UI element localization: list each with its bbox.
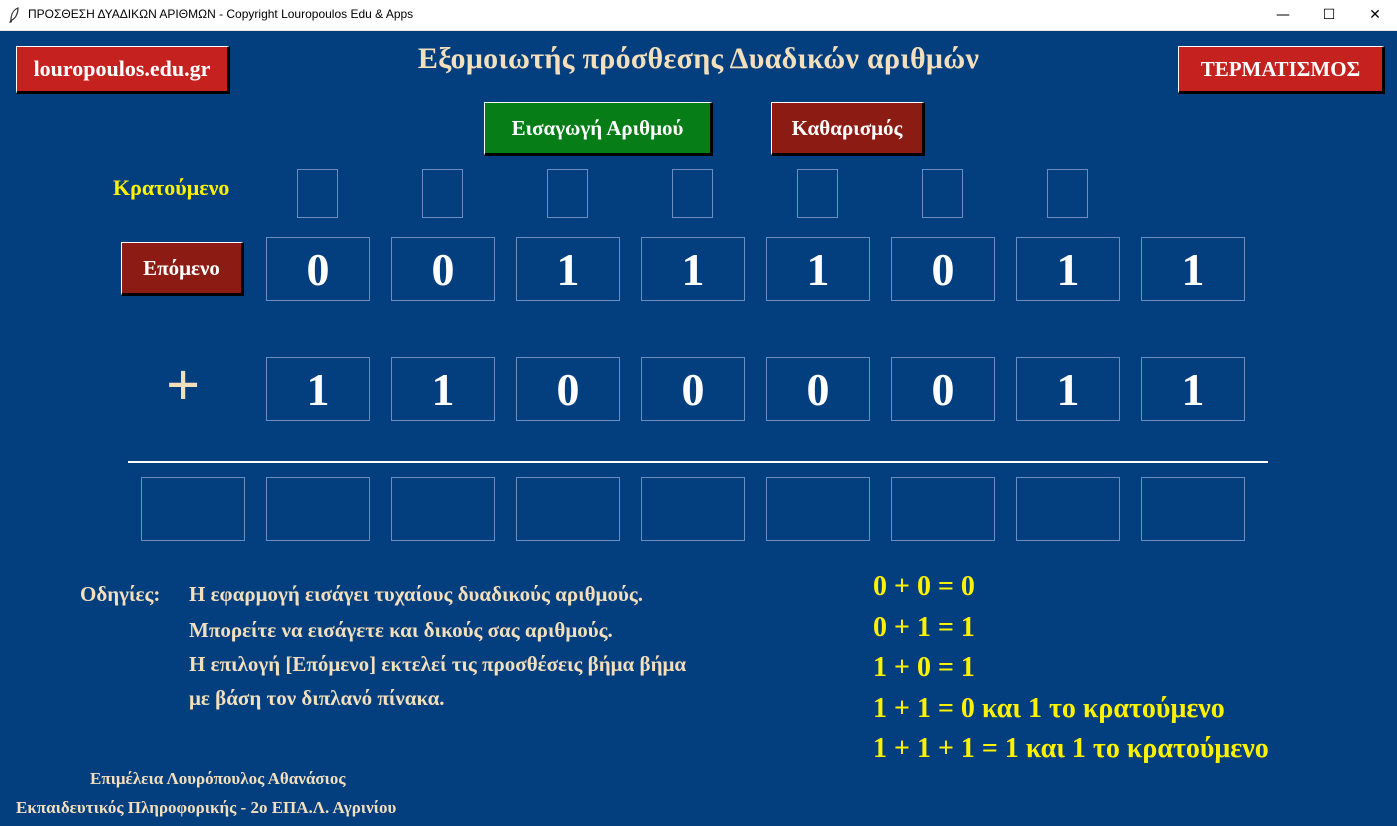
result-digit — [891, 477, 995, 541]
feather-icon — [8, 7, 20, 23]
first-number-digit[interactable]: 1 — [641, 237, 745, 301]
result-digit — [141, 477, 245, 541]
second-number-digit[interactable]: 1 — [1141, 357, 1245, 421]
instructions-label: Οδηγίες: — [80, 582, 161, 606]
second-number-digit[interactable]: 0 — [641, 357, 745, 421]
second-number-digit[interactable]: 0 — [766, 357, 870, 421]
addition-rule: 1 + 1 = 0 και 1 το κρατούμενο — [873, 693, 1225, 724]
website-link-button[interactable]: louropoulos.edu.gr — [16, 46, 230, 94]
plus-sign: + — [166, 352, 201, 418]
carry-box — [547, 169, 588, 218]
first-number-digit[interactable]: 0 — [891, 237, 995, 301]
insert-number-button[interactable]: Εισαγωγή Αριθμού — [484, 102, 713, 156]
addition-rule: 0 + 0 = 0 — [873, 571, 975, 602]
next-step-button[interactable]: Επόμενο — [121, 242, 244, 296]
close-button[interactable]: ✕ — [1369, 7, 1381, 23]
result-digit — [766, 477, 870, 541]
sum-divider-line — [128, 461, 1268, 463]
addition-rule: 1 + 0 = 1 — [873, 652, 975, 683]
carry-label: Κρατούμενο — [113, 175, 230, 200]
result-digit — [516, 477, 620, 541]
instructions-line: Η επιλογή [Επόμενο] εκτελεί τις προσθέσεις βήμα βήμα — [189, 652, 687, 676]
first-number-digit[interactable]: 0 — [391, 237, 495, 301]
first-number-digit[interactable]: 1 — [766, 237, 870, 301]
carry-box — [672, 169, 713, 218]
maximize-button[interactable]: ☐ — [1322, 7, 1336, 23]
second-number-digit[interactable]: 1 — [266, 357, 370, 421]
second-number-digit[interactable]: 0 — [891, 357, 995, 421]
carry-box — [797, 169, 838, 218]
carry-box — [422, 169, 463, 218]
instructions-line: Η εφαρμογή εισάγει τυχαίους δυαδικούς αριθμούς. — [189, 582, 643, 606]
credit-author: Επιμέλεια Λουρόπουλος Αθανάσιος — [90, 769, 346, 788]
first-number-digit[interactable]: 1 — [516, 237, 620, 301]
exit-button[interactable]: ΤΕΡΜΑΤΙΣΜΟΣ — [1178, 46, 1385, 94]
second-number-digit[interactable]: 1 — [1016, 357, 1120, 421]
addition-rule: 0 + 1 = 1 — [873, 612, 975, 643]
window-titlebar — [0, 0, 1397, 31]
carry-box — [297, 169, 338, 218]
page-title: Εξομοιωτής πρόσθεσης Δυαδικών αριθμών — [417, 42, 980, 75]
clear-button[interactable]: Καθαρισμός — [771, 102, 925, 156]
first-number-digit[interactable]: 1 — [1016, 237, 1120, 301]
first-number-digit[interactable]: 0 — [266, 237, 370, 301]
second-number-digit[interactable]: 0 — [516, 357, 620, 421]
first-number-digit[interactable]: 1 — [1141, 237, 1245, 301]
window-title: ΠΡΟΣΘΕΣΗ ΔΥΑΔΙΚΩΝ ΑΡΙΘΜΩΝ - Copyright Louropoulos Edu & Apps — [28, 7, 414, 21]
result-digit — [1016, 477, 1120, 541]
credit-school: Εκπαιδευτικός Πληροφορικής - 2ο ΕΠΑ.Λ. Αγρινίου — [16, 798, 397, 817]
instructions-line: με βάση τον διπλανό πίνακα. — [189, 686, 445, 710]
carry-box — [922, 169, 963, 218]
result-digit — [391, 477, 495, 541]
instructions-line: Μπορείτε να εισάγετε και δικούς σας αριθμούς. — [189, 618, 613, 642]
result-digit — [641, 477, 745, 541]
second-number-digit[interactable]: 1 — [391, 357, 495, 421]
result-digit — [1141, 477, 1245, 541]
result-digit — [266, 477, 370, 541]
carry-box — [1047, 169, 1088, 218]
minimize-button[interactable]: — — [1276, 7, 1290, 23]
addition-rule: 1 + 1 + 1 = 1 και 1 το κρατούμενο — [873, 733, 1269, 764]
